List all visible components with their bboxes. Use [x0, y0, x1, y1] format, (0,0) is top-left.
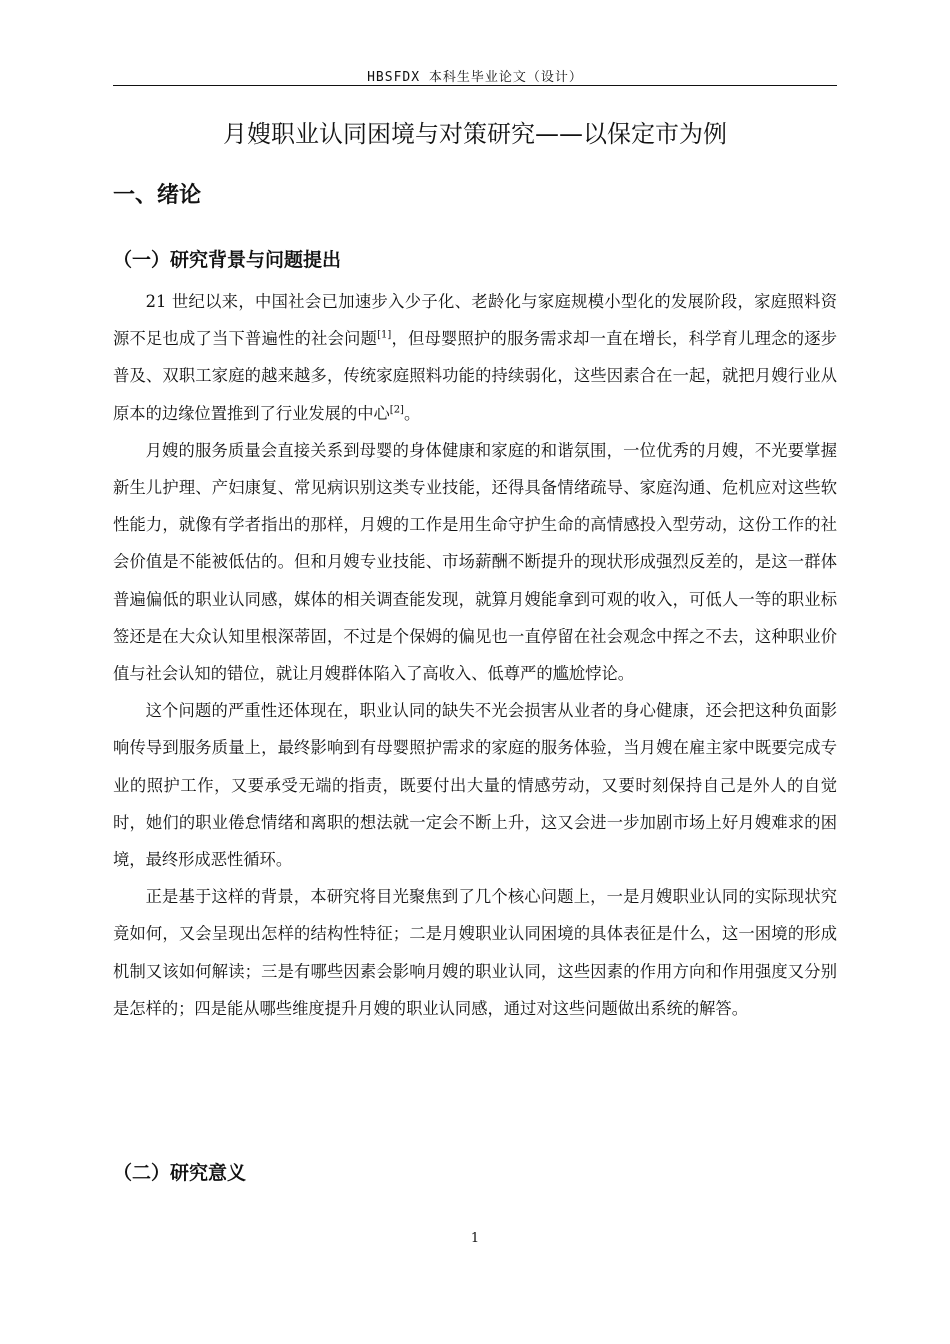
paragraph-1-text-a: 21 世纪以来，中国社会已加速步入少子化、老龄化与家庭规模小型化的发展阶段，家庭照料资源不足也成了当下普遍性的社会问题: [113, 292, 837, 349]
paragraph-1-text-b: ，但母婴照护的服务需求却一直在增长，科学育儿理念的逐步普及、双职工家庭的越来越多，传统家庭照料功能的持续弱化，这些因素合在一起，就把月嫂行业从原本的边缘位置推到了行业发展的中心: [113, 329, 837, 423]
subsection-heading-background: （一）研究背景与问题提出: [113, 249, 342, 271]
subsection-heading-significance: （二）研究意义: [113, 1162, 247, 1184]
header-rule: [113, 85, 837, 86]
section-heading-introduction: 一、绪论: [113, 183, 202, 208]
paragraph-2: 月嫂的服务质量会直接关系到母婴的身体健康和家庭的和谐氛围，一位优秀的月嫂，不光要掌握新生儿护理、产妇康复、常见病识别这类专业技能，还得具备情绪疏导、家庭沟通、危机应对这些软性能力，就像有学者指出的那样，月嫂的工作是用生命守护生命的高情感投入型劳动，这份工作的社会价值是不能被低估的。但和月嫂专业技能、市场薪酬不断提升的现状形成强烈反差的，是这一群体普遍偏低的职业认同感，媒体的相关调查能发现，就算月嫂能拿到可观的收入，可低人一等的职业标签还是在大众认知里根深蒂固，不过是个保姆的偏见也一直停留在社会观念中挥之不去，这种职业价值与社会认知的错位，就让月嫂群体陷入了高收入、低尊严的尴尬悖论。: [113, 440, 837, 684]
page-number: 1: [470, 1231, 480, 1246]
citation-1[interactable]: [1]: [377, 329, 392, 341]
paragraph-4: 正是基于这样的背景，本研究将目光聚焦到了几个核心问题上，一是月嫂职业认同的实际现状究竟如何，又会呈现出怎样的结构性特征；二是月嫂职业认同困境的具体表征是什么，这一困境的形成机制又该如何解读；三是有哪些因素会影响月嫂的职业认同，这些因素的作用方向和作用强度又分别是怎样的；四是能从哪些维度提升月嫂的职业认同感，通过对这些问题做出系统的解答。: [113, 887, 837, 1018]
paragraph-1-text-c: 。: [403, 403, 421, 423]
body-text: [113, 283, 837, 1027]
paragraph-1: [113, 283, 837, 432]
running-header: HBSFDX 本科生毕业论文（设计）: [367, 70, 583, 85]
paragraph-3: 这个问题的严重性还体现在，职业认同的缺失不光会损害从业者的身心健康，还会把这种负面影响传导到服务质量上，最终影响到有母婴照护需求的家庭的服务体验，当月嫂在雇主家中既要完成专业的照护工作，又要承受无端的指责，既要付出大量的情感劳动，又要时刻保持自己是外人的自觉时，她们的职业倦怠情绪和离职的想法就一定会不断上升，这又会进一步加剧市场上好月嫂难求的困境，最终形成恶性循环。: [113, 701, 837, 870]
paper-title: 月嫂职业认同困境与对策研究——以保定市为例: [223, 120, 727, 148]
citation-2[interactable]: [2]: [389, 404, 404, 416]
